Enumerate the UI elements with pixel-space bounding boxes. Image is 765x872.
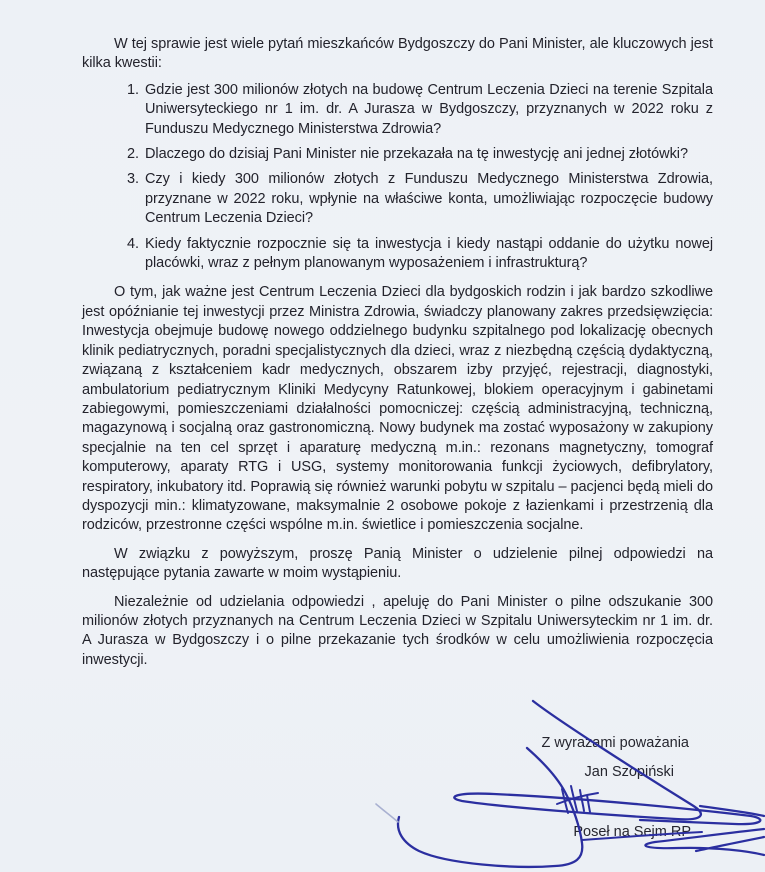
signatory-title: Poseł na Sejm RP xyxy=(573,824,691,840)
scope-paragraph: O tym, jak ważne jest Centrum Leczenia Dzieci dla bydgoskich rodzin i jak bardzo szkodliwe jest opóźnianie tej inwestycji przez Ministra Zdrowia, świadczy planowany zakres przedsięwzięcia: Inwestycja obejmuje budowę nowego oddzielnego budynku szpitalnego pod lokalizację obecnych klinik pediatrycznych, poradni specjalistycznych dla dzieci, wraz z niezbędną częścią dydaktyczną, związaną z kształceniem kadr medycznych, obszarem izby przyjęć, rejestracji, diagnostyki, ambulatorium pediatrycznym Kliniki Medycyny Ratunkowej, blokiem operacyjnym i gabinetami zabiegowymi, pomieszczeniami działalności pomocniczej: częścią administracyjną, techniczną, magazynową i socjalną oraz gastronomiczną. Nowy budynek ma zostać wyposażony w zakupiony specjalnie na ten cel sprzęt i aparaturę medyczną m.in.: rezonans magnetyczny, tomograf komputerowy, aparaty RTG i USG, systemy monitorowania funkcji życiowych, defibrylatory, respiratory, inkubatory itd. Poprawią się również warunki pobytu w szpitalu – pacjenci będą mieli do dyspozycji min.: klimatyzowane, maksymalnie 2 osobowe pokoje z łazienkami i przestrzenią dla rodziców, przestronne części wspólne m.in. świetlice i pomieszczenia socjalne. xyxy=(82,284,713,534)
question-item-1: 1. Gdzie jest 300 milionów złotych na budowę Centrum Leczenia Dzieci na terenie Szpitala Uniwersyteckiego nr 1 im. dr. A Jurasza w Bydgoszczy, przyznanych w 2022 roku z Funduszu Medycznego Ministerstwa Zdrowia? xyxy=(143,81,713,139)
questions-list xyxy=(82,81,713,274)
question-item-3: 3. Czy i kiedy 300 milionów złotych z Funduszu Medycznego Ministerstwa Zdrowia, przyznane w 2022 roku, wpłynie na właściwe konta, umożliwiając rozpoczęcie budowy Centrum Leczenia Dzieci? xyxy=(143,170,713,228)
request-paragraph: W związku z powyższym, proszę Panią Minister o udzielenie pilnej odpowiedzi na następujące pytania zawarte w moim wystąpieniu. xyxy=(82,545,713,582)
signatory-name: Jan Szopiński xyxy=(584,764,674,780)
question-item-4: 4. Kiedy faktycznie rozpocznie się ta inwestycja i kiedy nastąpi oddanie do użytku nowej placówki, wraz z pełnym planowanym wyposażeniem i infrastrukturą? xyxy=(143,235,713,274)
intro-paragraph: W tej sprawie jest wiele pytań mieszkańców Bydgoszczy do Pani Minister, ale kluczowych jest kilka kwestii: xyxy=(82,36,713,72)
question-item-2: 2. Dlaczego do dzisiaj Pani Minister nie przekazała na tę inwestycję ani jednej złotówki? xyxy=(143,145,713,164)
appeal-paragraph: Niezależnie od udzielania odpowiedzi , apeluję do Pani Minister o pilne odszukanie 300 milionów złotych przyznanych na Centrum Leczenia Dzieci w Szpitalu Uniwersyteckim nr 1 im. dr. A Jurasza w Bydgoszczy i o pilne przekazanie tych środków w celu umożliwienia rozpoczęcia inwestycji. xyxy=(82,593,713,668)
closing-salutation: Z wyrazami poważania xyxy=(541,735,689,751)
